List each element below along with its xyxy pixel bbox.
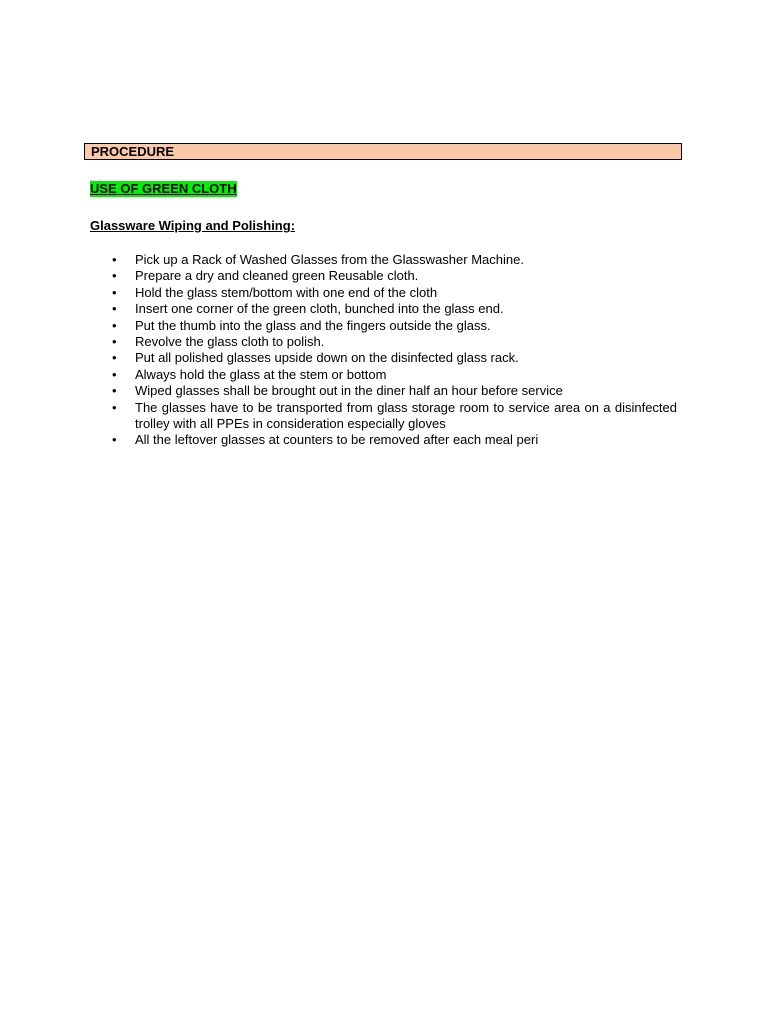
step-text: All the leftover glasses at counters to be removed after each meal peri bbox=[135, 432, 539, 448]
section-title-highlight: USE OF GREEN CLOTH bbox=[90, 181, 237, 196]
section-title bbox=[90, 181, 237, 197]
list-item bbox=[0, 301, 768, 317]
list-item bbox=[0, 318, 768, 334]
step-text: Revolve the glass cloth to polish. bbox=[135, 334, 325, 350]
bullet-icon: • bbox=[112, 301, 117, 317]
list-item bbox=[0, 400, 768, 433]
step-text: Hold the glass stem/bottom with one end of the cloth bbox=[135, 284, 438, 300]
procedure-heading: PROCEDURE bbox=[91, 144, 175, 159]
procedure-heading-box bbox=[84, 143, 682, 160]
bullet-icon: • bbox=[112, 383, 117, 399]
step-text: Pick up a Rack of Washed Glasses from the Glasswasher Machine. bbox=[135, 252, 524, 267]
bullet-icon: • bbox=[112, 399, 117, 415]
step-text: Always hold the glass at the stem or bottom bbox=[135, 366, 387, 382]
bullet-icon: • bbox=[112, 366, 117, 382]
procedure-steps-list bbox=[0, 252, 768, 449]
list-item bbox=[0, 285, 768, 301]
step-text: Insert one corner of the green cloth, bunched into the glass end. bbox=[135, 301, 504, 317]
bullet-icon: • bbox=[112, 334, 117, 350]
bullet-icon: • bbox=[112, 432, 117, 448]
list-item bbox=[0, 268, 768, 284]
step-text: Wiped glasses shall be brought out in the diner half an hour before service bbox=[135, 383, 563, 399]
list-item bbox=[0, 367, 768, 383]
bullet-icon: • bbox=[112, 284, 117, 300]
step-text: Put the thumb into the glass and the fingers outside the glass. bbox=[135, 317, 491, 333]
list-item bbox=[0, 252, 768, 268]
subsection-title: Glassware Wiping and Polishing: bbox=[90, 218, 296, 233]
list-item bbox=[0, 432, 768, 448]
list-item bbox=[0, 383, 768, 399]
step-text: The glasses have to be transported from glass storage room to service area on a disinfected trolley with all PPEs in consideration especially gloves bbox=[135, 399, 677, 432]
bullet-icon: • bbox=[112, 317, 117, 333]
step-text: Prepare a dry and cleaned green Reusable cloth. bbox=[135, 268, 419, 284]
bullet-icon: • bbox=[112, 252, 117, 267]
step-text: Put all polished glasses upside down on the disinfected glass rack. bbox=[135, 350, 519, 366]
list-item bbox=[0, 334, 768, 350]
bullet-icon: • bbox=[112, 268, 117, 284]
list-item bbox=[0, 350, 768, 366]
bullet-icon: • bbox=[112, 350, 117, 366]
